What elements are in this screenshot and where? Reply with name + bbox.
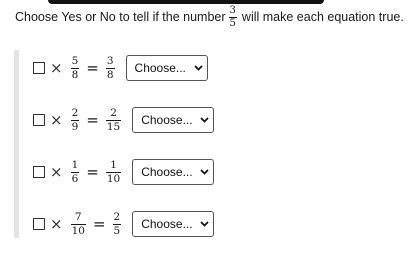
fraction-denominator: 15 (106, 120, 121, 133)
yes-no-select[interactable] (132, 107, 214, 133)
fraction-denominator: 8 (106, 68, 114, 81)
right-fraction (113, 212, 122, 236)
yes-no-select[interactable] (132, 159, 214, 185)
chevron-down-icon (200, 117, 209, 123)
select-value: Choose... (141, 165, 193, 179)
equation-row (33, 105, 214, 135)
fraction-numerator: 3 (106, 55, 114, 67)
fraction-numerator: 2 (110, 107, 117, 119)
times-symbol: × (50, 111, 63, 129)
left-fraction (71, 212, 86, 236)
yes-no-select[interactable] (132, 211, 214, 237)
fraction-denominator: 10 (106, 172, 121, 185)
times-symbol: × (50, 59, 63, 77)
chevron-down-icon (200, 221, 209, 227)
left-fraction (71, 108, 80, 132)
equals-symbol: = (86, 163, 99, 181)
instruction-text (15, 3, 404, 31)
empty-box-icon (33, 166, 45, 178)
empty-box-icon (33, 114, 45, 126)
fraction-numerator: 5 (71, 55, 79, 67)
times-symbol: × (50, 163, 63, 181)
instruction-tail: will make each equation true. (241, 10, 404, 24)
times-symbol: × (50, 215, 63, 233)
right-fraction (106, 56, 115, 80)
chevron-down-icon (200, 169, 209, 175)
equals-symbol: = (92, 215, 106, 233)
chevron-down-icon (194, 65, 203, 71)
equals-symbol: = (86, 59, 99, 77)
instruction-lead: Choose Yes or No to tell if the number (15, 10, 226, 24)
given-fraction (229, 6, 237, 29)
fraction-numerator: 7 (74, 211, 82, 223)
select-value: Choose... (134, 61, 186, 75)
empty-box-icon (33, 62, 45, 74)
equation-row (33, 157, 214, 187)
fraction-denominator: 5 (229, 17, 236, 29)
equals-symbol: = (86, 111, 99, 129)
question-group-rule (14, 50, 19, 238)
yes-no-select[interactable] (126, 55, 208, 81)
fraction-denominator: 5 (113, 224, 121, 237)
left-fraction (71, 160, 80, 184)
fraction-denominator: 8 (71, 68, 79, 81)
equation-row (33, 53, 208, 83)
fraction-denominator: 10 (71, 224, 85, 237)
select-value: Choose... (141, 113, 193, 127)
fraction-numerator: 2 (113, 211, 121, 223)
fraction-numerator: 1 (71, 159, 79, 171)
fraction-denominator: 9 (71, 120, 79, 133)
fraction-numerator: 2 (71, 107, 79, 119)
fraction-denominator: 6 (71, 172, 79, 185)
equation-row (33, 209, 214, 239)
right-fraction (106, 160, 121, 184)
right-fraction (106, 108, 121, 132)
fraction-numerator: 1 (110, 159, 117, 171)
select-value: Choose... (141, 217, 193, 231)
left-fraction (71, 56, 80, 80)
fraction-numerator: 3 (229, 4, 236, 16)
empty-box-icon (33, 218, 45, 230)
